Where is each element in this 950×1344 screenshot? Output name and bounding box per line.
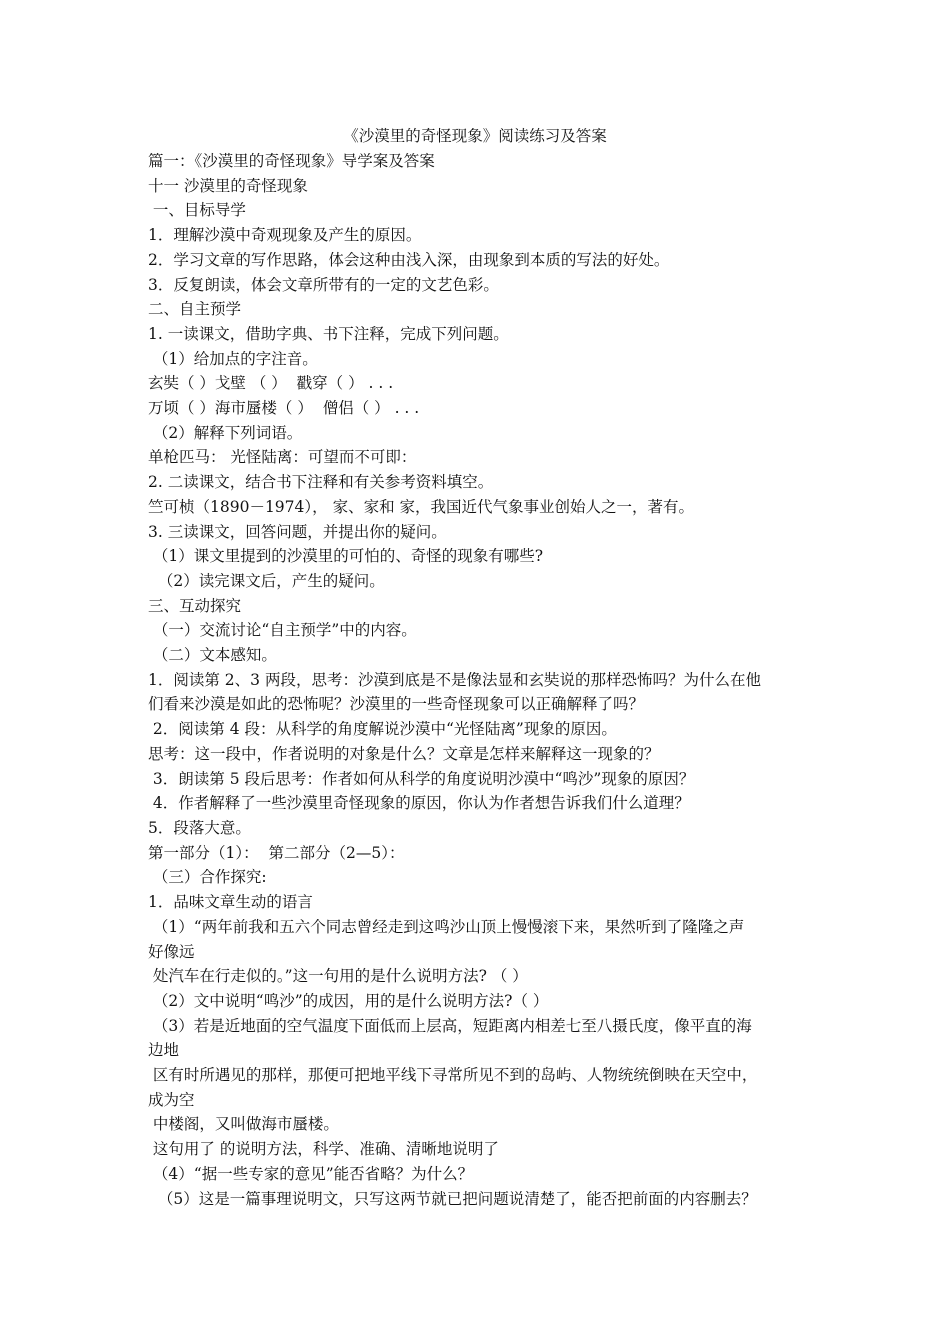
document-body [148,149,810,1211]
text-line: 2. 二读课文，结合书下注释和有关参考资料填空。 [148,473,494,492]
section-heading: 一、目标导学 [148,201,246,220]
text-line: 这句用了 的说明方法，科学、准确、清晰地说明了 [148,1140,499,1159]
text-line: （1）“两年前我和五六个同志曾经走到这鸣沙山顶上慢慢滚下来，果然听到了隆隆之声 [148,917,745,936]
text-line: 成为空 [148,1090,195,1109]
text-line: 万顷（ ）海市蜃楼（ ） 僧侣（ ） . . . [148,399,420,418]
text-line: （三）合作探究: [148,868,267,887]
text-line: （1）给加点的字注音。 [148,349,318,368]
text-line: 5．段落大意。 [148,818,251,837]
text-line: 3. 三读课文，回答问题，并提出你的疑问。 [148,522,447,541]
text-line: 4．作者解释了一些沙漠里奇怪现象的原因，你认为作者想告诉我们什么道理？ [148,794,690,813]
text-line: 边地 [148,1041,180,1060]
text-line: 竺可桢（1890－1974）， 家、家和 家，我国近代气象事业创始人之一，著有。 [148,497,694,516]
text-line: 单枪匹马： 光怪陆离：可望而不可即： [148,448,417,467]
text-line: （1）课文里提到的沙漠里的可怕的、奇怪的现象有哪些? [148,547,544,566]
text-line: 3．反复朗读，体会文章所带有的一定的文艺色彩。 [148,275,499,294]
text-line: （二）文本感知。 [148,646,277,665]
text-line: 1．品味文章生动的语言 [148,893,313,912]
text-line: 2．学习文章的写作思路，体会这种由浅入深，由现象到本质的写法的好处。 [148,250,670,269]
text-line: 2．阅读第 4 段：从科学的角度解说沙漠中“光怪陆离”现象的原因。 [148,720,617,739]
text-line: 好像远 [148,942,195,961]
section-heading: 二、自主预学 [148,300,242,319]
document-title: 《沙漠里的奇怪现象》阅读练习及答案 [343,127,607,145]
text-line: 们看来沙漠是如此的恐怖呢？沙漠里的一些奇怪现象可以正确解释了吗？ [148,695,645,714]
text-line: 中楼阁，又叫做海市蜃楼。 [148,1115,339,1134]
text-line: （2）读完课文后，产生的疑问。 [148,571,385,590]
text-line: 十一 沙漠里的奇怪现象 [148,176,308,195]
text-line: 1. 一读课文，借助字典、书下注释，完成下列问题。 [148,324,509,343]
text-line: 1．理解沙漠中奇观现象及产生的原因。 [148,226,422,245]
text-line: 玄奘（ ）戈壁 （ ） 戳穿（ ） . . . [148,374,394,393]
text-line: （4）“据一些专家的意见”能否省略？为什么？ [148,1164,474,1183]
text-line: 篇一：《沙漠里的奇怪现象》导学案及答案 [148,152,435,170]
text-line: （2）解释下列词语。 [148,423,303,442]
section-heading: 三、互动探究 [148,596,242,615]
text-line: 思考：这一段中，作者说明的对象是什么？文章是怎样来解释这一现象的？ [148,744,660,763]
text-line: 处汽车在行走似的。”这一句用的是什么说明方法? （ ） [148,967,528,986]
text-line: 3．朗读第 5 段后思考：作者如何从科学的角度说明沙漠中“鸣沙”现象的原因？ [148,769,695,788]
text-line: 第一部分（1）： 第二部分（2—5）： [148,843,405,862]
text-line: （2）文中说明“鸣沙”的成因，用的是什么说明方法?（ ） [148,991,549,1010]
text-line: （5）这是一篇事理说明文，只写这两节就已把问题说清楚了，能否把前面的内容删去？ [148,1189,757,1208]
text-line: （3）若是近地面的空气温度下面低而上层高，短距离内相差七至八摄氏度，像平直的海 [148,1016,752,1035]
text-line: 区有时所遇见的那样，那便可把地平线下寻常所见不到的岛屿、人物统统倒映在天空中， [148,1066,758,1085]
text-line: 1．阅读第 2、3 两段，思考：沙漠到底是不是像法显和玄奘说的那样恐怖吗？为什么在他 [148,670,761,689]
text-line: （一）交流讨论“自主预学”中的内容。 [148,621,417,640]
